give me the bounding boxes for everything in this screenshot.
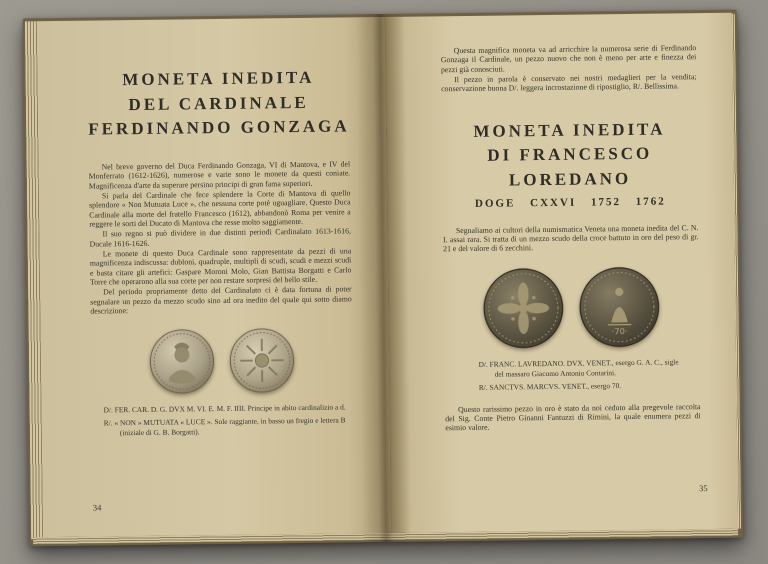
right-page: [384, 13, 738, 533]
coin-photo-foliate-cross: [482, 266, 565, 349]
paragraph: Nel breve governo del Duca Ferdinando Gonzaga, VI di Mantova, e IV del Monferrato (1612-1626), numerose e varie sono le monete da questi coniate. Magnificenza d'arte da superare persino principi di gran fama superiori.: [88, 159, 351, 191]
right-body-text: [443, 223, 699, 254]
paragraph: Il suo regno si può dividere in due distinti periodi Cardinalato 1613-1616, Ducale 1616-1626.: [89, 226, 351, 249]
right-intro-text: [441, 43, 697, 94]
right-article-title: [442, 117, 698, 194]
caption-obverse: D/. FER. CAR. D. G. DVX M. VI. E. M. F. IIII. Principe in abito cardinalizio a d.: [103, 402, 346, 415]
right-coin-photos: [443, 265, 699, 350]
title-line: DI FRANCESCO LOREDANO: [487, 144, 653, 190]
left-article-title: [87, 65, 349, 142]
page-number-right: 35: [699, 483, 708, 494]
title-line: MONETA INEDITA: [473, 119, 666, 141]
title-line: FERDINANDO GONZAGA: [88, 116, 350, 139]
coin-photo-radiant-sun: [228, 328, 295, 395]
coin-photo-cardinal-bust: [148, 328, 215, 395]
page-spread: [37, 13, 738, 537]
caption-obverse: D/. FRANC. LAVREDANO. DVX. VENET., esergo G. A. C., sigle del massaro Giacomo Antonio Contarini.: [478, 357, 679, 379]
left-coin-photos: [91, 327, 353, 396]
coin-photo-saint-mark: [578, 265, 661, 348]
right-article-subtitle: DOGE CXXVI 1752 1762: [474, 195, 666, 210]
right-closing-text: [445, 402, 701, 433]
paragraph: Si parla del Cardinale che fece splendere la Corte di Mantova di quello splendore « Non Mutuata Luce », che nessuna corte potè uguagliare. Questo Duca Cardinale alla morte del fratello Francesco (1612), abbandonò Roma per venire a reggere le sorti del Ducato di Mantova che resse molto saggiamente.: [89, 188, 351, 229]
paragraph: Le monete di questo Duca Cardinale sono rappresentate da pezzi di una magnificenza indiscussa: dubloni, quadruple, multipli di scudi, scudi e mezzi scudi e basta citare gli artefici: Gaspare Moroni Molo, Gian Battista Borgatti e Carlo Torre che operarono alla sua corte per non restare sorpresi del bello stile.: [89, 246, 352, 287]
paragraph: Questa magnifica moneta va ad arricchire la numerosa serie di Ferdinando Gonzaga il Cardinale, un pezzo nuovo che non è meno per arte e finezza dei pezzi già conosciuti.: [440, 43, 697, 74]
left-page: [37, 17, 391, 537]
caption-reverse: R/. SANCTVS. MARCVS. VENET., esergo 70.: [478, 380, 622, 392]
paragraph: Del periodo propriamente detto del Cardinalato ci è data fortuna di poter segnalare un pezzo da mezzo scudo sino ad ora inedito del quale qui sotto diamo descrizione:: [90, 284, 352, 316]
paragraph: Questo rarissimo pezzo in oro è stato da noi ceduto alla pregevole raccolta del Sig. Conte Pietro Ginanni Fantuzzi di Rimini, la quale enumera pezzi di esimio valore.: [445, 401, 701, 433]
paragraph: Il pezzo in parola è conservato nei nostri medaglieri per la vendita; conservazione buona D/. leggera incrostazione di ripostiglio, R/. Bellissima.: [441, 72, 697, 94]
open-book: [23, 10, 743, 547]
paragraph: Segnaliamo ai cultori della numismatica Veneta una moneta inedita del C. N. I. assai rara. Si tratta di un mezzo scudo della croce battuto in oro del peso di gr. 21 e del valore di 6 zecchini.: [442, 222, 699, 254]
title-line: MONETA INEDITA: [122, 67, 315, 90]
svg-text:·70·: ·70·: [612, 325, 628, 336]
title-line: DEL CARDINALE: [128, 92, 309, 114]
left-coin-captions: [104, 403, 350, 439]
caption-reverse: R/. « NON » MUTUATA « LUCE ». Sole raggiante, in basso un fregio e lettera B (iniziale di G. B. Borgatti).: [103, 415, 346, 438]
page-number-left: 34: [92, 502, 102, 513]
left-body-text: [89, 159, 352, 316]
right-coin-captions: [479, 357, 681, 392]
